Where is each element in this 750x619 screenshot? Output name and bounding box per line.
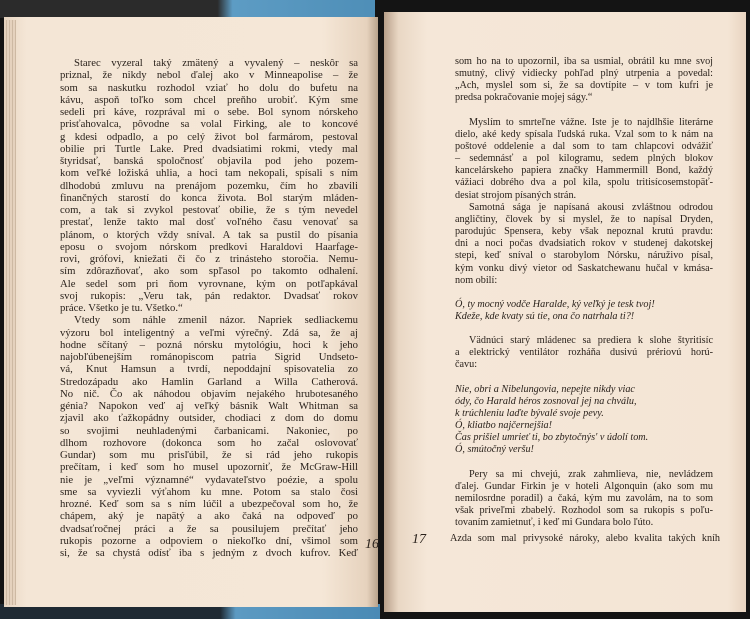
text-line: – sedemnásť a pol kilogramu, sedem plných blokov xyxy=(455,153,713,165)
text-line: sedeli pri káve, rozprával mi o sebe. Bol synom nórskeho xyxy=(60,106,358,118)
text-line: g kdesi odpadlo, a po celý život bol farmárom, pestoval xyxy=(60,130,358,143)
text-line: a elektrický ventilátor rozháňa dusivú prériovú horú- xyxy=(455,347,713,359)
text-line: Kdeže, kde kvaty sú tie, ona čo natrhala ti?! xyxy=(455,310,635,322)
text-line: obilie pri Turtle Lake. Pred dvadsiatimi rokmi, vtedy mal xyxy=(60,142,358,155)
right-page-text xyxy=(455,56,713,529)
text-line: Vtedy som náhle zmenil názor. Napriek sedliackemu xyxy=(74,314,358,327)
text-line: zjavil ako ťažkopádny outsider, chodiaci z dom do domu xyxy=(60,412,358,425)
paragraph xyxy=(455,202,713,287)
text-line: kým vonku divý vietor od Saskatchewanu hučal v kmása- xyxy=(455,262,713,274)
text-line: com, a tak si zvykol pestovať obilie, že s tým nevedel xyxy=(60,204,358,216)
text-line: dni a noci počas dvadsiatich rokov v studenej dakotskej xyxy=(455,238,713,250)
text-line: svoj rukopis: „Veru tak, pán redaktor. Dvadsať rokov xyxy=(60,289,358,302)
text-line: plánom, o ktorých vždy sníval. A tak sa pustil do písania xyxy=(60,228,358,241)
text-line: predsa pokračovanie mojej ságy.“ xyxy=(455,92,593,104)
text-line: rovi, grófovi, kniežati či čo z trinásteho storočia. Nemu- xyxy=(60,253,358,265)
text-line: nom obilí: xyxy=(455,274,498,286)
text-line: smutný, clivý vidiecky pohľad plný utrpenia a povedal: xyxy=(455,68,713,80)
text-line: hrozné. Keď som sa s ním lúčil a ubezpečoval som ho, že xyxy=(60,498,358,510)
text-line: práce. Všetko je tu. Všetko.“ xyxy=(60,302,183,314)
text-line: si, že sa chystá odísť iba s jedným z dvoch kufrov. Keď xyxy=(60,547,358,559)
paragraph xyxy=(455,469,713,530)
text-line: kávu, aspoň toľko som chcel preňho urobiť. Kým sme xyxy=(60,93,358,106)
text-line: sím zdôrazňovať, ako som spľasol po takomto odhalení. xyxy=(60,265,358,278)
text-line: hodne sčítaný – pozná nórsku mytológiu, hoci k jeho xyxy=(60,338,358,351)
left-page xyxy=(4,17,378,607)
text-line: Gundar) som mu prisľúbil, že si rád jeho rukopis xyxy=(60,449,358,461)
text-line: priznal, že nikdy nebol ďalej ako v Minneapolise – že xyxy=(60,69,358,82)
verse-stanza xyxy=(455,299,713,323)
text-line: prečítam, i keď som ho musel upozorniť, že McGraw-Hill xyxy=(60,461,358,474)
text-line: kancelárskeho papiera značky Hammermill Bond, každý xyxy=(455,165,713,177)
text-line: tovaním zamietnuť, i keď mi Gundara bolo ľúto. xyxy=(455,517,654,529)
left-page-text xyxy=(60,57,358,559)
text-line: génia? Napokon veď aj veľký básnik Walt Whitman sa xyxy=(60,400,358,412)
text-line: desiat strojom písaných strán. xyxy=(455,189,577,201)
text-line: so svojimi neuhladenými čarbanicami. Nakoniec, po xyxy=(60,424,358,437)
text-line: k trúchleniu laďte bývalé svoje pevy. xyxy=(455,407,604,419)
text-line: prisťahovalca, pôvodne sa volal Firking, ale to koncové xyxy=(60,118,358,131)
text-line: Ó, smútočný veršu! xyxy=(455,444,534,456)
book-cover-top-edge xyxy=(0,0,375,18)
text-line: Pery sa mi chvejú, zrak zahmlieva, nie, nevládzem xyxy=(469,468,713,480)
paragraph xyxy=(455,56,713,105)
text-line: dlhodobú zmluvu na prenájom pozemku, čím ho zbavili xyxy=(60,179,358,192)
page-edges xyxy=(4,20,16,605)
text-line: ódy, čo Harald héros zosnoval jej na chválu, xyxy=(455,395,637,407)
right-page xyxy=(384,12,746,612)
text-line: Nie, obri a Nibelungovia, nepejte nikdy viac xyxy=(455,383,635,395)
text-line: Stredozápadu ako Hamlin Garland a Willa Catherová. xyxy=(60,375,358,388)
text-line: Ó, ty mocný vodče Haralde, ký veľký je tesk tvoj! xyxy=(455,298,655,310)
page-number-right: 17 xyxy=(412,532,426,547)
text-line: Myslím to smrteľne vážne. Iste je to najdlhšie literárne xyxy=(469,116,713,128)
text-line: som sa naskutku rozhodol vziať ho dolu do bufetu na xyxy=(60,81,358,94)
paragraph xyxy=(455,335,713,371)
text-line: nie je „veľmi významné“ vydavateľstvo poézie, a spolu xyxy=(60,473,358,486)
text-line: Samotná sága je napísaná akousi zvláštnou odrodou xyxy=(469,201,713,213)
text-line: stepi, keď sníval o starobylom Nórsku, náruživo písal, xyxy=(455,250,713,262)
text-line: čavu: xyxy=(455,359,478,371)
running-line: Azda som mal privysoké nároky, alebo kvalita takých kníh xyxy=(450,533,720,544)
text-line: najobľúbenejším románopiscom patria Sigrid Undseto- xyxy=(60,351,358,363)
text-line: vá, Knut Hamsun a tvrdí, nepoddajní spisovatelia zo xyxy=(60,363,358,376)
text-line: dlhom rozhovore (dokonca som ho začal oslovovať xyxy=(60,436,358,449)
paragraph xyxy=(455,117,713,202)
text-line: ďalej. Gundar Firkin je v hoteli Algonquin (ako som mu xyxy=(455,480,713,492)
text-line: angličtiny, človek by si myslel, že to napísal Dryden, xyxy=(455,213,713,225)
paragraph xyxy=(60,57,358,314)
text-line: rukopis pozorne a odpoviem o niekoľko dní, všimol som xyxy=(60,534,358,547)
paragraph xyxy=(60,314,358,559)
text-line: Ó, kliatbo najčernejšia! xyxy=(455,420,553,432)
text-line: dielo, aké kedy spísala ľudská ruka. Vzal som to k nám na xyxy=(455,128,713,140)
text-line: kom veľké ložiská uhlia, a hoci tam nekopali, spísali s ním xyxy=(60,167,358,180)
text-line: poštové oddelenie a dal som to tam chlapcovi odvážiť xyxy=(455,140,713,152)
text-line: prestať, lenže takto mal dosť voľného času venovať sa xyxy=(60,216,358,229)
text-line: parodujúc Spensera, keby však nepoznal krutú pravdu: xyxy=(455,226,713,238)
text-line: Starec vyzeral taký zmätený a vyvalený – neskôr sa xyxy=(74,57,358,69)
text-line: „Ach, myslel som si, že sa dovtípite – v tom kufri je xyxy=(455,80,713,92)
text-line: dvadsaťročnej práci a že sa pousilujem prečítať jeho xyxy=(60,522,358,535)
text-line: vážiaci dobrého dva a pol kila, spolu tritisícosemstopäť- xyxy=(455,177,713,189)
page-number-left: 16 xyxy=(365,537,379,552)
text-line: Vädnúci starý mládenec sa prediera k slohe štyritisíc xyxy=(469,335,713,347)
text-line: chápem, aký je napätý a ako čaká na odpoveď po xyxy=(60,510,358,523)
text-line: však priveľmi zbabelý. Rozhodol som sa rukopis s poľu- xyxy=(455,505,713,516)
text-line: nemilosrdne poradil) a čaká, kým mu zavolám, na to som xyxy=(455,492,713,504)
text-line: finančných starostí do konca života. Bol starým mláden- xyxy=(60,191,358,204)
text-line: sme sa vyviezli výťahom ku mne. Potom sa stalo čosi xyxy=(60,485,358,498)
text-line: No nič. Čo ak náhodou objavím nejakého hrubotesaného xyxy=(60,387,358,400)
text-line: Ale sedel som pri ňom vyrovnane, kým on potľapkával xyxy=(60,277,358,290)
text-line: Čas prišiel umrieť ti, bo zbytočnýs' v údolí tom. xyxy=(455,432,649,444)
text-line: výzoru bol inteligentný a veľmi výrečný. Zdá sa, že aj xyxy=(60,326,358,339)
text-line: štyridsať, banská spoločnosť objavila pod jeho pozem- xyxy=(60,155,358,167)
text-line: eposu o svojom nórskom predkovi Haraldovi Haarfage- xyxy=(60,240,358,253)
verse-stanza xyxy=(455,384,713,457)
text-line: som ho na to upozornil, iba sa usmial, obrátil ku mne svoj xyxy=(455,56,713,67)
